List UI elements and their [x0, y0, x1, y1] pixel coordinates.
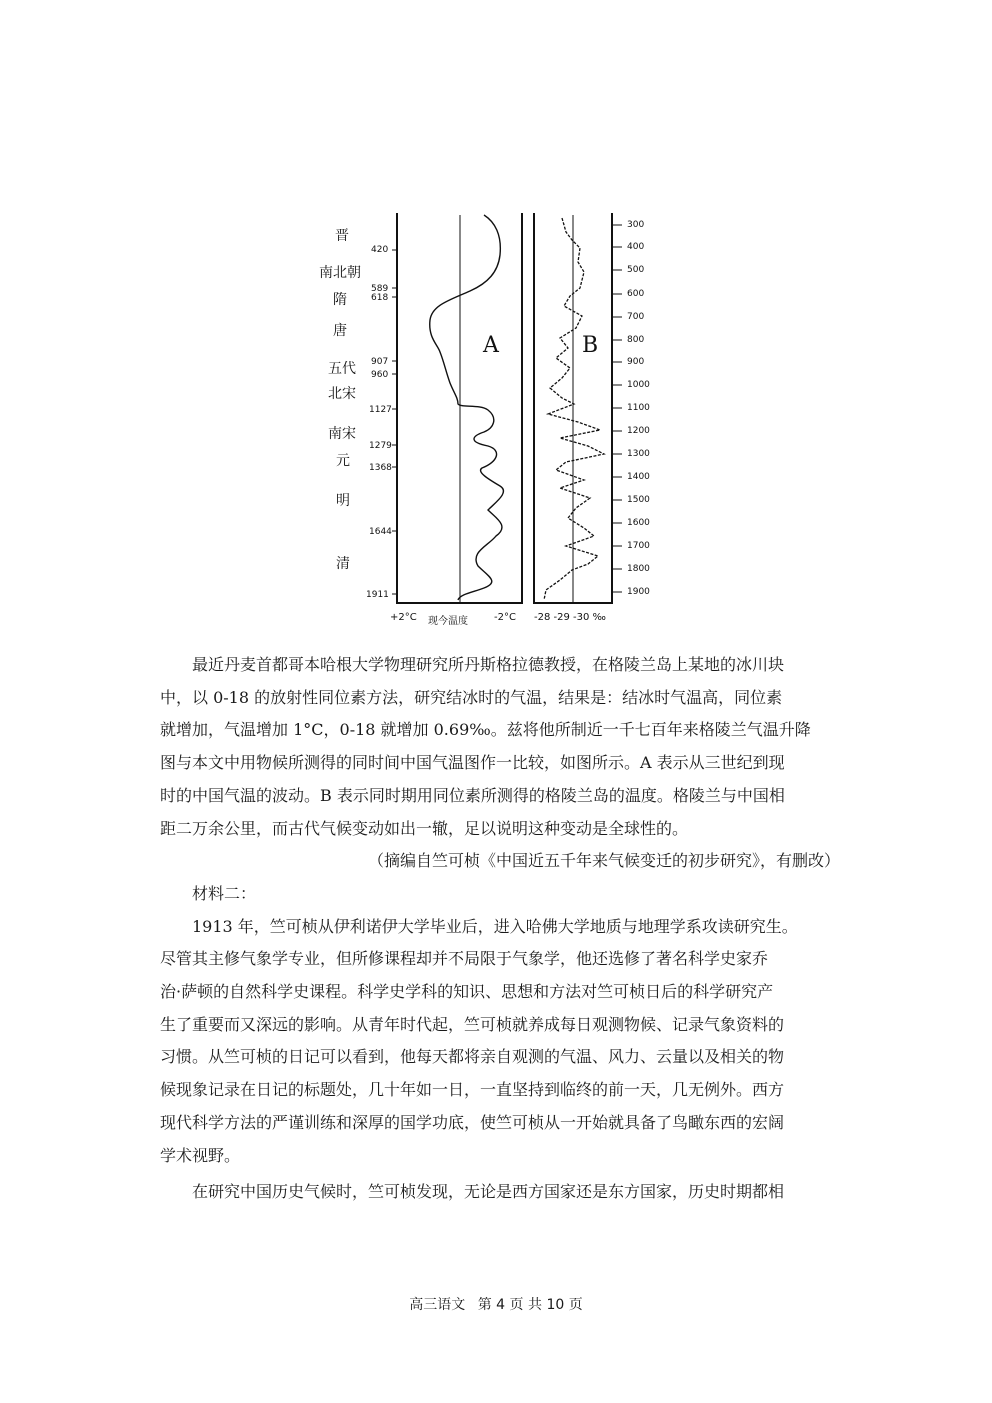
year-label: 1200 — [627, 426, 650, 436]
year-label: 1900 — [627, 587, 650, 597]
text-line: 学术视野。 — [160, 1145, 241, 1165]
year-label: 1800 — [627, 564, 650, 574]
panel-a-label: A — [483, 333, 499, 358]
text-line: 候现象记录在日记的标题处，几十年如一日，一直坚持到临终的前一天，几无例外。西方 — [160, 1080, 785, 1100]
dynasty-label: 五代 — [328, 361, 356, 377]
dynasty-label: 北宋 — [328, 386, 356, 402]
text-line: 图与本文中用物候所测得的同时间中国气温图作一比较，如图所示。A 表示从三世纪到现 — [160, 753, 785, 773]
year-label: 420 — [371, 245, 389, 255]
text-line: 习惯。从竺可桢的日记可以看到，他每天都将亲自观测的气温、风力、云量以及相关的物 — [160, 1047, 785, 1067]
text-line: 中，以 0-18 的放射性同位素方法，研究结冰时的气温，结果是：结冰时气温高，同位素 — [160, 687, 783, 707]
dynasty-label: 清 — [336, 556, 350, 572]
year-label: 400 — [627, 242, 645, 252]
year-label: 600 — [627, 289, 645, 299]
year-label: 700 — [627, 312, 645, 322]
dynasty-label: 晋 — [335, 228, 349, 244]
text-line: 就增加，气温增加 1°C，0-18 就增加 0.69‰。兹将他所制近一千七百年来格陵兰气温升降 — [160, 720, 811, 740]
text-line: 1913 年，竺可桢从伊利诺伊大学毕业后，进入哈佛大学地质与地理学系攻读研究生。 — [192, 916, 798, 936]
year-label: 1644 — [369, 527, 392, 537]
year-label: 1368 — [369, 463, 392, 473]
curve-a — [430, 215, 504, 600]
year-label: 1000 — [627, 380, 650, 390]
year-label: 589 — [371, 284, 389, 294]
dynasty-label: 唐 — [333, 323, 347, 339]
text-line: 现代科学方法的严谨训练和深厚的国学功底，使竺可桢从一开始就具备了鸟瞰东西的宏阔 — [160, 1112, 785, 1132]
source-citation: （摘编自竺可桢《中国近五千年来气候变迁的初步研究》，有删改） — [367, 851, 840, 871]
year-label: 1300 — [627, 449, 650, 459]
year-label: 900 — [627, 357, 645, 367]
axis-label: +2°C — [390, 612, 417, 623]
dynasty-label: 南北朝 — [319, 265, 361, 281]
passage-one — [160, 649, 840, 1209]
panel-b-label: B — [582, 333, 599, 358]
dynasty-label: 南宋 — [328, 426, 356, 442]
year-label: 907 — [371, 357, 389, 367]
year-label: 1127 — [369, 405, 392, 415]
text-line: 尽管其主修气象学专业，但所修课程却并不局限于气象学，他还选修了著名科学史家乔 — [160, 949, 769, 969]
dynasty-label: 隋 — [333, 292, 347, 308]
year-label: 1100 — [627, 403, 650, 413]
year-label: 300 — [627, 220, 645, 230]
year-label: 500 — [627, 265, 645, 275]
year-label: 618 — [371, 293, 389, 303]
text-line: 最近丹麦首都哥本哈根大学物理研究所丹斯格拉德教授，在格陵兰岛上某地的冰川块 — [192, 655, 785, 674]
dynasty-label: 明 — [336, 493, 350, 509]
text-line: 距二万余公里，而古代气候变动如出一辙，足以说明这种变动是全球性的。 — [160, 818, 689, 838]
curve-b — [544, 218, 604, 600]
material-heading: 材料二： — [192, 883, 257, 903]
page-footer — [0, 1294, 992, 1314]
text-line: 在研究中国历史气候时，竺可桢发现，无论是西方国家还是东方国家，历史时期都相 — [192, 1182, 785, 1202]
year-label: 1700 — [627, 541, 650, 551]
text-line: 治·萨顿的自然科学史课程。科学史学科的知识、思想和方法对竺可桢日后的科学研究产 — [160, 982, 774, 1002]
year-label: 800 — [627, 335, 645, 345]
text-line: 生了重要而又深远的影响。从青年时代起，竺可桢就养成每日观测物候、记录气象资料的 — [160, 1014, 785, 1034]
axis-label: -28 -29 -30 ‰ — [534, 612, 606, 623]
year-label: 1600 — [627, 518, 650, 528]
year-label: 1400 — [627, 472, 650, 482]
year-label: 1500 — [627, 495, 650, 505]
axis-label: 现今温度 — [428, 616, 468, 627]
text-line: 时的中国气温的波动。B 表示同时期用同位素所测得的格陵兰岛的温度。格陵兰与中国相 — [160, 785, 785, 805]
footer-subject: 高三语文 — [409, 1297, 466, 1313]
axis-label: -2°C — [494, 612, 516, 623]
footer-page-number: 第 4 页 共 10 页 — [477, 1297, 583, 1313]
dynasty-label: 元 — [336, 453, 350, 469]
year-label: 1279 — [369, 441, 392, 451]
temperature-curves — [0, 0, 992, 640]
year-label: 960 — [371, 370, 389, 380]
year-label: 1911 — [366, 590, 389, 600]
